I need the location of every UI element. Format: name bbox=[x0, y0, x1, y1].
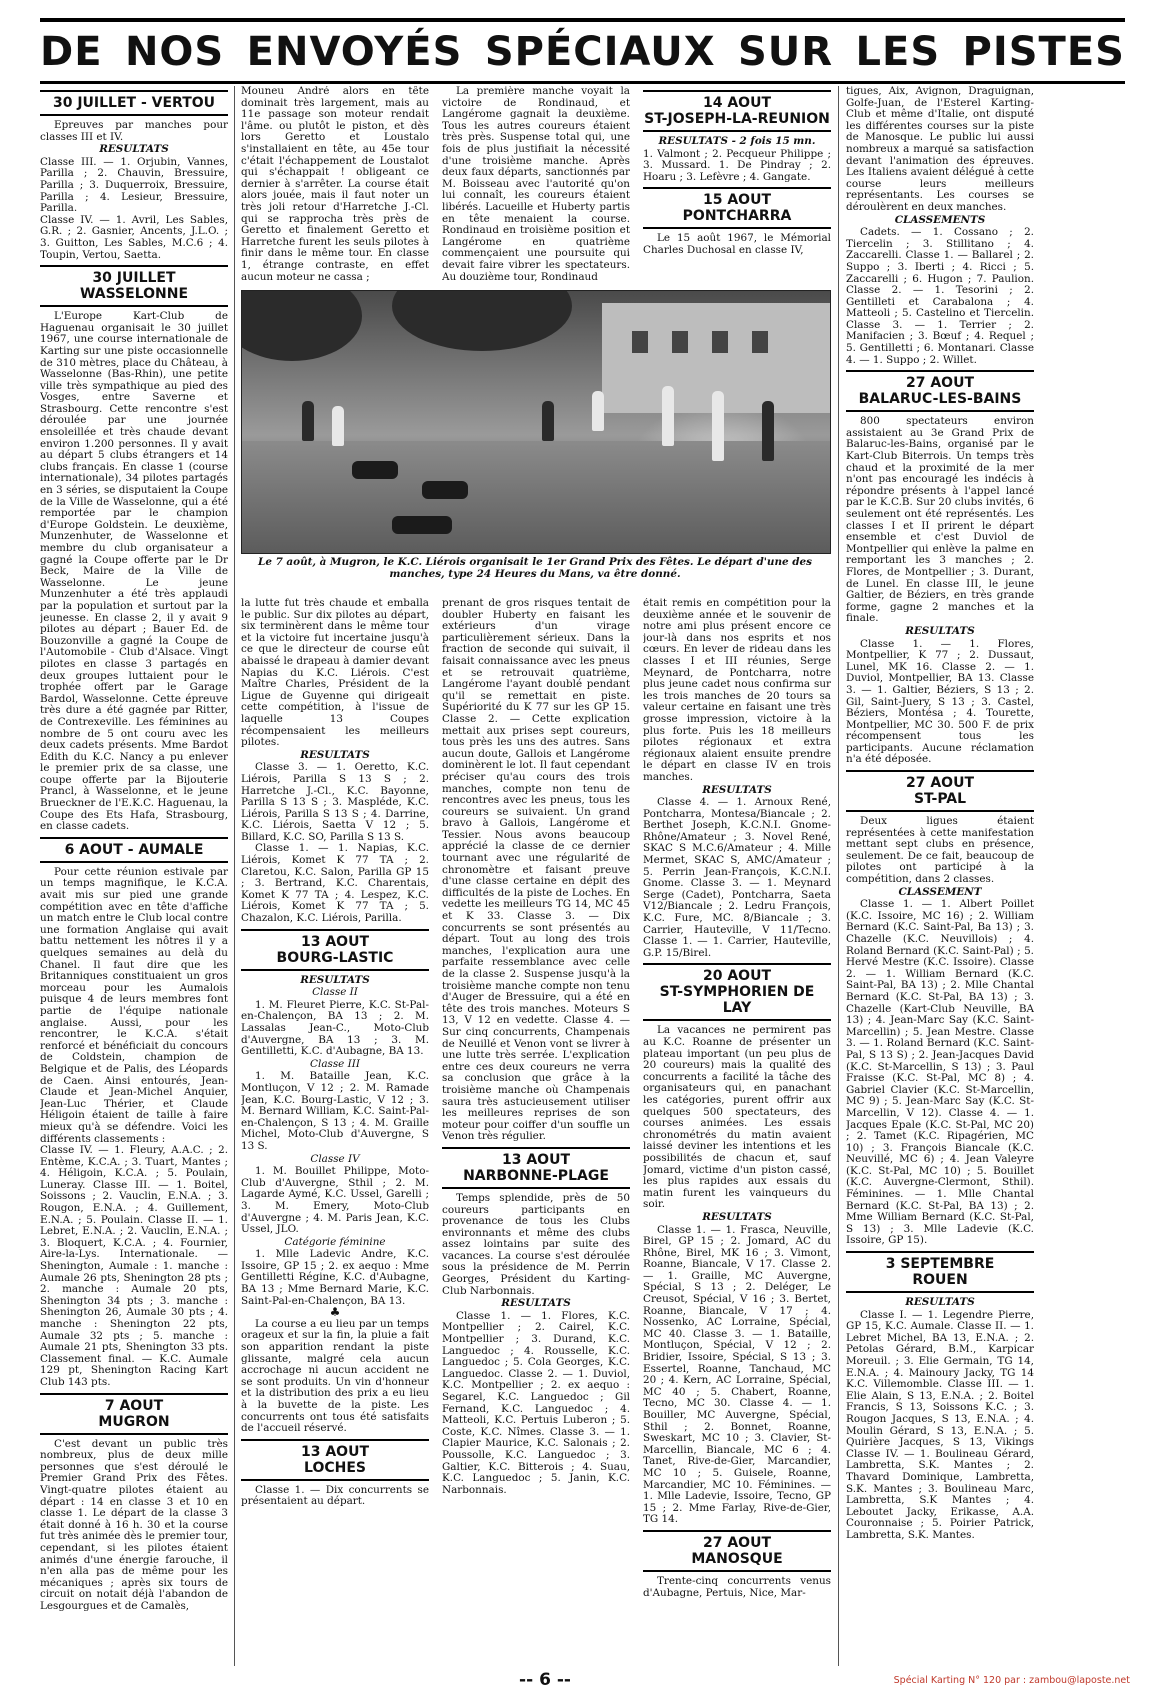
clover-ornament: ♣ bbox=[329, 1305, 341, 1320]
spectator-shape bbox=[332, 406, 344, 446]
article-text: 800 spectateurs environ assistaient au 3e Grand Prix de Balaruc-les-Bains, organisé par le Kart-Club Biterrois. Un temps très chaud et la proximité de la mer n'ont pas encouragé les indécis à répondre présents à l'appel lancé par le K.C.B. Sur 20 clubs invités, 6 seulement ont été représentés. Les classes I et II prirent le départ ensemble et c'est Duviol de Montpellier qui enlève la palme en remportant les 3 manches ; 2. Flores, de Montpellier ; 3. Durant, de Lunel. En classe III, le jeune Galtier, de Béziers, en très grande forme, gagne 2 manches et la finale. bbox=[846, 415, 1034, 625]
results-label: CLASSEMENTS bbox=[894, 213, 986, 226]
article-text: tigues, Aix, Avignon, Draguignan, Golfe-Juan, de l'Esterel Karting-Club et même d'Italie, ont disputé les différentes courses sur la piste de Manosque. Le public lui aussi nombreux a marqué sa satisfaction devant l'animation des épreuves. Les Italiens avaient délégué à cette course leurs meilleurs représentants. Les courses se déroulèrent en deux manches. bbox=[846, 86, 1034, 213]
results-text: Classe I. — 1. Legendre Pierre, GP 15, K.C. Aumale. Classe II. — 1. Lebret Michel, BA 13, E.N.A. ; 2. Petolas Gérard, B.M., Karpicar Moreuil. ; 3. Elie Germain, TG 14, E.N.A. ; 4. Mainoury Jacky, TG 14 K.C. Villemomble. Classe III. — 1. Elie Alain, S 13, E.N.A. ; 2. Boitel Francis, S 13, Soissons K.C. ; 3. Rougon Jacques, S 13, E.N.A. ; 4. Moulin Gérard, S 13, E.N.A. ; 5. Quirière Jacques, S 13, Vikings Classe IV. — 1. Boulineau Gérard, Lambretta, S.K. Mantes ; 2. Thavard Dominique, Lambretta, S.K. Mantes ; 3. Boulineau Marc, Lambretta, S.K Mantes ; 4. Leboutet Jacky, Erikasse, A.A. Couronnaise ; 5. Poirier Patrick, Lambretta, S.K. Mantes. bbox=[846, 1308, 1034, 1541]
article-text: Pour cette réunion estivale par un temps magnifique, le K.C.A. avait mis sur pied une grande compétition avec en tête d'affiche un match entre le Club local contre une formation Anglaise qui avait battu nettement les nôtres il y a quelques semaines au delà du Chanel. Il faut dire que les Britanniques constituaient un gros morceau pour les Aumalois puisque 4 de leurs membres font partie de l'équipe nationale anglaise. Aussi, pour les rencontrer, le K.C.A. s'était renforcé et bénéficiait du concours de Coldstein, champion de Belgique et de Palis, des Léopards de Caen. Ainsi entourés, Jean-Claude et Jean-Michel Anquier, Jean-Luc Thérier, et Claude Héligoin étaient de taille à faire mieux qu'à se défendre. Voici les différents classements : bbox=[40, 865, 228, 1145]
road-shape bbox=[242, 441, 830, 553]
page-banner bbox=[40, 26, 1125, 78]
column-3-top bbox=[442, 86, 630, 286]
tree-shape bbox=[392, 290, 572, 351]
banner-word: ENVOYÉS bbox=[246, 29, 463, 75]
results-label: RESULTATS - 2 fois 15 mn. bbox=[658, 135, 816, 147]
article-text: Epreuves par manches pour classes III et IV. bbox=[40, 119, 228, 143]
section-header-manosque: 27 AOUT MANOSQUE bbox=[643, 1530, 831, 1572]
results-label: RESULTATS bbox=[905, 624, 975, 637]
results-label: RESULTATS bbox=[702, 783, 772, 796]
article-text: C'est devant un public très nombreux, plus de deux mille personnes que s'est déroulé le Premier Grand Prix des Fêtes. Vingt-quatre pilotes étaient au départ : 14 en classe 3 et 10 en classe 1. Le départ de la classe 3 était donné à 16 h. 30 et la course fut très animée dès le premier tour, cependant, si les pilotes étaient animés d'une énergie farouche, il n'en alla pas de même pour les mécaniques ; après six tours de circuit on notait déjà l'abandon de Lesgourgues et de Camalès, bbox=[40, 1437, 228, 1612]
results-label: RESULTATS bbox=[300, 973, 370, 986]
banner-word: LES bbox=[855, 29, 941, 75]
article-text: L'Europe Kart-Club de Haguenau organisait le 30 juillet 1967, une course internationale de Karting sur une piste occasionnelle de 310 mètres, place du Château, à Wasselonne (Bas-Rhin), une petite ville très sympathique au pied des Vosges, entre Saverne et Strasbourg. Cette rencontre s'est déroulée par une journée ensoleillée et très chaude devant environ 1.200 personnes. Il y avait au départ 5 clubs étrangers et 14 clubs français. En classe 1 (course internationale), 34 pilotes partagés en 3 séries, se disputaient la Coupe de la Ville de Wasselonne, qui a été remportée par le champion d'Europe Goldstein. Le deuxième, Munzenhuter, de Wasselonne et membre du club organisateur a gagné la Coupe offerte par le Dr Beck, Maire de la Ville de Wasselonne. Le jeune Munzenhuter a été très applaudi par la population et surtout par la jeunesse. En classe 2, il y avait 9 pilotes au départ ; Bauer Ed. de Bouzonville a gagné la Coupe de l'Automobile - Club d'Alsace. Vingt pilotes en classe 3 partagés en deux groupes luttaient pour le trophée offert par le Garage Bardol, Wasselonne. Cette épreuve très dure a été gagnée par Ritter, de Contrexeville. Les féminines au nombre de 5 ont couru avec les deux cadets présents. Mme Bardot Edith du K.C. Nancy a pu enlever le premier prix de sa classe, une coupe offerte par la Bijouterie Prancl, à Wasselonne, et le jeune Brueckner de l'E.K.C. Haguenau, la Coupe des Ets Hafa, Strasbourg, en classe cadets. bbox=[40, 310, 228, 833]
banner-word: SUR bbox=[737, 29, 834, 75]
section-header-balaruc: 27 AOUT BALARUC-LES-BAINS bbox=[846, 370, 1034, 412]
results-label: RESULTATS bbox=[905, 1296, 975, 1309]
section-header-st-joseph: 14 AOUT ST-JOSEPH-LA-REUNION bbox=[643, 90, 831, 132]
section-header-wasselonne: 30 JUILLET WASSELONNE bbox=[40, 265, 228, 307]
results-text: 1. M. Bataille Jean, K.C. Montluçon, V 12 ; 2. M. Ramade Jean, K.C. Bourg-Lastic, V 12 ; 3. M. Bernard William, K.C. Saint-Pal-en-Chalençon, S 13 ; 4. M. Graille Michel, Moto-Club d'Auvergne, S 13 S. bbox=[241, 1070, 429, 1152]
results-text: Classe III. — 1. Orjubin, Vannes, Parilla ; 2. Chauvin, Bressuire, Parilla ; 3. Duquerroix, Bressuire, Parilla ; 4. Lesieur, Bressuire, Parilla. bbox=[40, 155, 228, 215]
column-divider bbox=[838, 86, 839, 1666]
class-label: Classe II bbox=[312, 986, 358, 999]
results-text: 1. Mlle Ladevic Andre, K.C. Issoire, GP 15 ; 2. ex aequo : Mme Gentilletti Régine, K.C. d'Aubagne, BA 13 ; Mme Bernard Marie, K.C. Saint-Pal-en-Chalençon, BA 13. bbox=[241, 1248, 429, 1307]
spectator-shape bbox=[592, 391, 604, 431]
window-shape bbox=[672, 331, 688, 353]
kart-shape bbox=[392, 516, 452, 534]
article-text: Trente-cinq concurrents venus d'Aubagne, Pertuis, Nice, Mar- bbox=[643, 1574, 831, 1599]
kart-shape bbox=[352, 461, 398, 479]
banner-word: NOS bbox=[124, 29, 225, 75]
section-header-narbonne: 13 AOUT NARBONNE-PLAGE bbox=[442, 1147, 630, 1189]
article-text: était remis en compétition pour la deuxième année et le souvenir de notre ami plus présent encore ce jour-là dans nos esprits et nos cœurs. En lever de rideau dans les classes I et III réunies, Serge Meynard, de Pontcharra, notre plus jeune cadet nous confirma sur les trois manches de 20 tours sa valeur certaine en faisant une très grosse impression, victoire à la plus forte. Puis les 18 meilleurs pilotes régionaux et extra régionaux alaient ensuite prendre le départ en classe IV en trois manches. bbox=[643, 598, 831, 783]
section-header-vertou: 30 JUILLET - VERTOU bbox=[40, 90, 228, 116]
results-text: 1. M. Fleuret Pierre, K.C. St-Pal-en-Chalençon, BA 13 ; 2. M. Lassalas Jean-C., Moto-Club d'Auvergne, BA 13 ; 3. M. Gentilletti, K.C. d'Aubagne, BA 13. bbox=[241, 998, 429, 1058]
section-header-loches: 13 AOUT LOCHES bbox=[241, 1439, 429, 1481]
column-3-bottom bbox=[442, 598, 630, 1663]
window-shape bbox=[752, 331, 768, 353]
photo-caption: Le 7 août, à Mugron, le K.C. Liérois organisait le 1er Grand Prix des Fêtes. Le départ d'une des manches, type 24 Heures du Mans, va être donné. bbox=[258, 556, 812, 580]
results-label: RESULTATS bbox=[501, 1297, 571, 1310]
article-text: La course a eu lieu par un temps orageux et sur la fin, la pluie a fait son apparition rendant la piste glissante, malgré cela aucun accrochage ni aucun accident ne se sont produits. Un vin d'honneur et la distribution des prix a eu lieu à la buvette de la piste. Les concurrents ont tous été satisfaits de l'accueil réservé. bbox=[241, 1317, 429, 1435]
window-shape bbox=[712, 331, 728, 353]
results-text: Classe IV. — 1. Fleury, A.A.C. ; 2. Entème, K.C.A. ; 3. Tuart, Mantes ; 4. Héligoin, K.C.A. ; 5. Poulain, Luneray. Classe III. — 1. Boitel, Soissons ; 2. Vauclin, E.N.A. ; 3. Rougon, E.N.A. ; 4. Guillement, E.N.A. ; 5. Poulain. Classe II. — 1. Lebret, E.N.A. ; 2. Vauclin, E.N.A. ; 3. Bloquert, K.C.A. ; 4. Fournier, Aire-la-Lys. Internationale. — Shenington, Aumale : 1. manche : Aumale 26 pts, Shenington 28 pts ; 2. manche : Aumale 20 pts, Shenington 34 pts ; 3. manche : Shenington 26, Aumale 30 pts ; 4. manche : Shenington 22 pts, Aumale 32 pts ; 5. manche : Aumale 21 pts, Shenington 33 pts. Classement final. — K.C. Aumale 129 pt, Shenington Racing Kart Club 143 pts. bbox=[40, 1144, 228, 1388]
results-text: Classe 3. — 1. Oeretto, K.C. Liérois, Parilla S 13 S ; 2. Harretche J.-Cl., K.C. Bayonne, Parilla S 13 S ; 3. Maspléde, K.C. Liérois, Parilla S 13 S ; 4. Darrine, K.C. Liérois, Saetta V 12 ; 5. Billard, K.C. SO, Parilla S 13 S. bbox=[241, 761, 429, 843]
article-text: la lutte fut très chaude et emballa le public. Sur dix pilotes au départ, six terminèrent dans le même tour et la victoire fut incertaine jusqu'à ce que le directeur de course eût abaissé le drapeau à damier devant Napias du K.C. Liérois. C'est Maître Charles, Président de la Ligue de Guyenne qui dirigeait cette compétition, à l'issue de laquelle 13 Coupes récompensaient les meilleurs pilotes. bbox=[241, 598, 429, 749]
results-text: Cadets. — 1. Cossano ; 2. Tiercelin ; 3. Stillitano ; 4. Zaccarelli. Classe 1. — Ballarel ; 2. Suppo ; 3. Iberti ; 4. Ricci ; 5. Zaccarelli ; 6. Hugon ; 7. Paulion. Classe 2. — 1. Tesorini ; 2. Gentilleti et Carabalona ; 4. Matteoli ; 5. Castelino et Tiercelin. Classe 3. — 1. Terrier ; 2. Manifacien ; 3. Bœuf ; 4. Requel ; 5. Gentilletti ; 6. Montanari. Classe 4. — 1. Suppo ; 2. Willet. bbox=[846, 226, 1034, 366]
column-4-bottom bbox=[643, 598, 831, 1663]
column-4-top bbox=[643, 86, 831, 286]
results-text: 1. M. Bouillet Philippe, Moto-Club d'Auvergne, Sthil ; 2. M. Lagarde Aymé, K.C. Ussel, Garelli ; 3. M. Emery, Moto-Club d'Auvergne ; 4. M. Paris Jean, K.C. Ussel, JLO. bbox=[241, 1165, 429, 1236]
article-text: Classe 1. — Dix concurrents se présentaient au départ. bbox=[241, 1483, 429, 1508]
spectator-shape bbox=[542, 401, 554, 441]
section-header-st-pal: 27 AOUT ST-PAL bbox=[846, 770, 1034, 812]
section-header-aumale: 6 AOUT - AUMALE bbox=[40, 837, 228, 863]
results-text: Classe 1. — 1. Flores, K.C. Montpellier ; 2. Cairel, K.C. Montpellier ; 3. Durand, K.C. Languedoc ; 4. Rousselle, K.C. Languedoc ; 5. Cola Georges, K.C. Languedoc. Classe 2. — 1. Duviol, K.C. Montpellier ; 2. ex aequo : Segarel, K.C. Languedoc ; Gil Fernand, K.C. Languedoc ; 4. Matteoli, K.C. Pertuis Luberon ; 5. Coste, K.C. Nîmes. Classe 3. — 1. Clapier Maurice, K.C. Salonais ; 2. Poussolle, K.C. Languedoc ; 3. Galtier, K.C. Bitterois ; 4. Suau, K.C. Languedoc ; 5. Janin, K.C. Narbonnais. bbox=[442, 1309, 630, 1496]
results-label: RESULTATS bbox=[99, 143, 169, 156]
section-header-st-symphorien: 20 AOUT ST-SYMPHORIEN DE LAY bbox=[643, 963, 831, 1021]
section-header-rouen: 3 SEPTEMBRE ROUEN bbox=[846, 1251, 1034, 1293]
banner-word: DE bbox=[40, 29, 103, 75]
article-text: Temps splendide, près de 50 coureurs participants en provenance de tous les Clubs environnants et même des clubs assez lointains par suite des vacances. La course s'est déroulée sous la présidence de M. Perrin Georges, Président du Karting-Club Narbonnais. bbox=[442, 1191, 630, 1297]
section-header-pontcharra: 15 AOUT PONTCHARRA bbox=[643, 187, 831, 229]
article-text: La première manche voyait la victoire de Rondinaud, et Langérome gagnait la deuxième. Tous les autres coureurs étaient très près. Suspense total qui, une fois de plus justifiait la nécessité d'une troisième manche. Après deux faux départs, sanctionnés par M. Boisseau avec l'autorité qu'on lui connaît, les coureurs étaient libérés. Lacueille et Huberty partis en tête menaient la course. Rondinaud en troisième position et Langérome en quatrième commençaient une poursuite qui devait faire vibrer les spectateurs. Au douzième tour, Rondinaud bbox=[442, 86, 630, 283]
spectator-shape bbox=[302, 401, 314, 441]
top-rule bbox=[40, 18, 1125, 22]
column-2-top bbox=[241, 86, 429, 286]
results-label: RESULTATS bbox=[300, 748, 370, 761]
credit-line: Spécial Karting N° 120 par : zambou@laposte.net bbox=[893, 1675, 1130, 1686]
spectator-shape bbox=[762, 401, 774, 461]
page-number: -- 6 -- bbox=[519, 1670, 571, 1690]
article-text: Le 15 août 1967, le Mémorial Charles Duchosal en classe IV, bbox=[643, 232, 831, 256]
banner-rule bbox=[40, 81, 1125, 84]
results-label: CLASSEMENT bbox=[898, 885, 982, 898]
class-label: Catégorie féminine bbox=[284, 1235, 386, 1248]
results-text: Classe 1. — 1. Napias, K.C. Liérois, Komet K 77 TA ; 2. Claretou, K.C. Salon, Parilla GP 15 ; 3. Bertrand, K.C. Charentais, Komet K 77 TA ; 4. Lespez, K.C. Liérois, Komet K 77 TA ; 5. Chazalon, K.C. Liérois, Parilla. bbox=[241, 842, 429, 925]
results-text: 1. Valmont ; 2. Pecqueur Philippe ; 3. Mussard. 1. De Pindray ; 2. Hoaru ; 3. Lefèvre ; 4. Gangate. bbox=[643, 147, 831, 183]
section-header-bourg-lastic: 13 AOUT BOURG-LASTIC bbox=[241, 929, 429, 971]
article-text: La vacances ne permirent pas au K.C. Roanne de présenter un plateau important (un peu plus de 20 coureurs) mais la qualité des concurrents a facilité la tâche des organisateurs qui, en panachant les catégories, purent offrir aux quelques 500 spectateurs, des courses animées. Les essais chronométrés du matin avaient laissé deviner les intentions et les possibilités de chacun et, sauf Jomard, victime d'un piston cassé, les plus rapides aux essais du matin furent les vainqueurs du soir. bbox=[643, 1024, 831, 1211]
results-text: Classe 1. — 1. Frasca, Neuville, Birel, GP 15 ; 2. Jomard, AC du Rhône, Birel, MK 16 ; 3. Vimont, Roanne, Biancale, V 17. Classe 2. — 1. Graille, MC Auvergne, Spécial, S 13 ; 2. Deléger, Le Creusot, Spécial, V 16 ; 3. Bertet, Roanne, Biancale, V 17 ; 4. Nossenko, AC Lorraine, Spécial, MC 40. Classe 3. — 1. Bataille, Montluçon, Spécial, V 12 ; 2. Bridier, Issoire, Spécial, S 13 ; 3. Essertel, Roanne, Tanchaud, MC 20 ; 4. Kern, AC Lorraine, Spécial, MC 40 ; 5. Chabert, Roanne, Tecno, MC 30. Classe 4. — 1. Bouiller, MC Auvergne, Spécial, Sthil ; 2. Bonnet, Roanne, Sweskart, MC 10 ; 3. Clavier, St-Marcellin, Biancale, MC 6 ; 4. Tanet, Rive-de-Gier, Marcandier, MC 10 ; 5. Guisele, Roanne, Marcandier, MC 10. Féminines. — 1. Mlle Ladevie, Issoire, Tecno, GP 15 ; 2. Mme Farlay, Rive-de-Gier, TG 14. bbox=[643, 1223, 831, 1526]
column-2-bottom bbox=[241, 598, 429, 1663]
banner-word: SPÉCIAUX bbox=[484, 29, 716, 75]
class-label: Classe III bbox=[310, 1057, 360, 1070]
kart-shape bbox=[422, 481, 468, 499]
column-1 bbox=[40, 86, 228, 1666]
class-label: Classe IV bbox=[310, 1152, 360, 1165]
results-label: RESULTATS bbox=[702, 1210, 772, 1223]
window-shape bbox=[632, 331, 648, 353]
results-text: Classe IV. — 1. Avril, Les Sables, G.R. ; 2. Gasnier, Ancents, J.L.O. ; 3. Guitton, Les Sables, M.C.6 ; 4. Toupin, Vertou, Saetta. bbox=[40, 213, 228, 261]
column-divider bbox=[234, 86, 235, 1666]
column-5 bbox=[846, 86, 1034, 1666]
spectator-shape bbox=[662, 386, 674, 446]
banner-word: PISTES bbox=[962, 29, 1125, 75]
tree-shape bbox=[241, 290, 362, 361]
race-start-photo bbox=[241, 290, 831, 554]
spectator-shape bbox=[712, 391, 724, 461]
article-text: Deux ligues étaient représentées à cette manifestation mettant sept clubs en présence, seulement. De ce fait, beaucoup de pilotes ont participé à la compétition, dans 2 classes. bbox=[846, 815, 1034, 886]
article-text: Mouneu André alors en tête dominait très largement, mais au 11e passage son moteur rendait l'âme. ou plutôt le piston, et dès lors Geretto et Loustalo s'installaient en tête, au 45e tour c'était l'échappement de Loustalot qui s'échappait ! obligeant ce dernier à s'arrêter. La course était alors jouée, mais il faut noter un très joli retour d'Harretche J.-Cl. qui se rapprocha très près de Geretto et finalement Geretto et Harretche furent les seuls pilotes à finir dans le même tour. En classe 1, étrange contraste, en effet aucun moteur ne cassa ; bbox=[241, 86, 429, 283]
results-text: Classe 4. — 1. Arnoux René, Pontcharra, Montesa/Biancale ; 2. Berthet Joseph, K.C.N.I. Gnome-Rhône/Amateur ; 3. Novel René, SKAC S M.C.6/Amateur ; 4. Mille Mermet, SKAC S, AMC/Amateur ; 5. Perrin Jean-François, K.C.N.I. Gnome. Classe 3. — 1. Meynard Serge (Cadet), Pontcharra, Saeta V12/Biancale ; 2. Ledru François, K.C. Fure, MC. 8/Biancale ; 3. Carrier, Hauteville, V 11/Tecno. Classe 1. — 1. Carrier, Hauteville, G.P. 15/Birel. bbox=[643, 796, 831, 959]
article-text: prenant de gros risques tentait de doubler Huberty en faisant les extérieurs d'un virage particulièrement sérieux. Dans la fraction de seconde qui suivait, il faisait connaissance avec les pneus et se retrouvait quatrième, Langérome l'ayant doublé pendant qu'il se remettait en piste. Supériorité du K 77 sur les GP 15. Classe 2. — Cette explication mettait aux prises sept coureurs, tous près les uns des autres. Sans aucun doute, Gallois et Langérome dominèrent le lot. Il faut cependant préciser qu'au cours des trois manches, compte non tenu de rencontres avec les pneus, tous les coureurs se suivaient. Un grand bravo à Gallois, Langérome et Tessier. Nous avons beaucoup apprécié la classe de ce dernier tournant avec une régularité de chronomètre et faisant preuve d'une classe certaine en dépit des difficultés de la piste de Loches. En vedette les meilleurs TG 14, MC 45 et K 33. Classe 3. — Dix concurrents se sont présentés au départ. Tout au long des trois manches, l'explication aura une parfaite ressemblance avec celle de la classe 2. Suspense jusqu'à la troisième manche compte non tenu d'Auger de Bressuire, qui a été en tête des trois manches. Moteurs S 13, V 12 en vedette. Classe 4. — Sur cinq concurrents, Champenais de Neuillé et Venon vont se livrer à une lutte très serrée. L'explication entre ces deux coureurs ne verra sa conclusion que grâce à la troisième manche où Champenais saura très astucieusement utiliser les meilleures reprises de son moteur pour coiffer d'un souffle un Venon très régulier. bbox=[442, 598, 630, 1143]
results-text: Classe 1. — 1. Albert Poillet (K.C. Issoire, MC 16) ; 2. William Bernard (K.C. Saint-Pal, Ba 13) ; 3. Chazelle (K.C. Neuvillois) ; 4. Roland Bernard (K.C. Saint-Pal) ; 5. Hervé Mestre (K.C. Issoire). Classe 2. — 1. William Bernard (K.C. Saint-Pal, BA 13) ; 2. Mlle Chantal Bernard (K.C. St-Pal, BA 13) ; 3. Chazelle (Kart-Club Neuville, BA 13) ; 4. Jean-Marc Say (K.C. Saint-Marcellin) ; 5. Jean Mestre. Classe 3. — 1. Roland Bernard (K.C. Saint-Pal, S 13 S) ; 2. Jean-Jacques David (K.C. St-Marcellin, S 13) ; 3. Paul Fraisse (K.C. St-Pal, MC 8) ; 4. Gabriel Clavier (K.C. St-Marcellin, MC 9) ; 5. Jean-Marc Say (K.C. St-Marcellin, V 12). Classe 4. — 1. Jacques Epale (K.C. St-Pal, MC 20) ; 2. Tamet (K.C. Ripagérien, MC 10) ; 3. François Biancale (K.C. Neuvillé, MC 6) ; 4. Jean Valeyre (K.C. St-Pal, MC 10) ; 5. Bouillet (K.C. Auvergne-Clermont, Sthil). Féminines. — 1. Mlle Chantal Bernard (K.C. St-Pal, BA 13) ; 2. Mme William Bernard (K.C. St-Pal, S 13) ; 3. Mlle Ladevie (K.C. Issoire, GP 15). bbox=[846, 898, 1034, 1247]
results-text: Classe 1. — 1. Flores, Montpellier, K 77 ; 2. Dussaut, Lunel, MK 16. Classe 2. — 1. Duviol, Montpellier, BA 13. Classe 3. — 1. Galtier, Béziers, S 13 ; 2. Gil, Saint-Juery, S 13 ; 3. Castel, Béziers, Montésa ; 4. Tourette, Montpellier, MC 30. 500 F. de prix récompensent tous les participants. Aucune réclamation n'a été déposée. bbox=[846, 637, 1034, 766]
section-header-mugron: 7 AOUT MUGRON bbox=[40, 1393, 228, 1435]
